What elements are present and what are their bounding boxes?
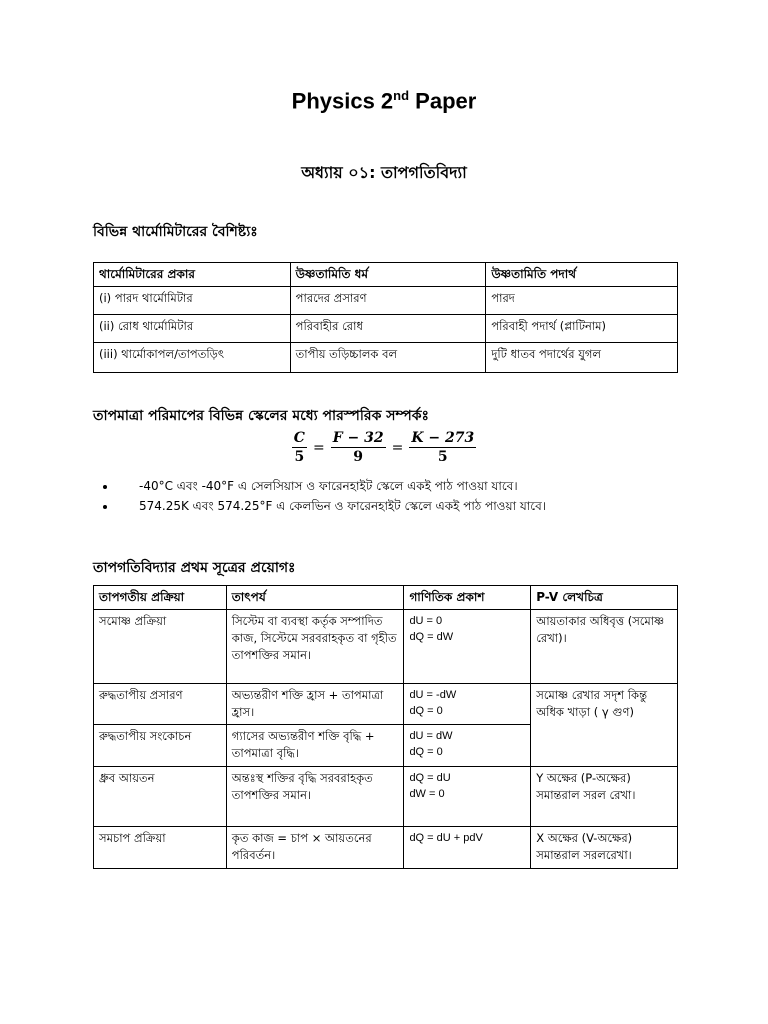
table-header-cell: উষ্ণতামিতি পদার্থ — [486, 263, 678, 287]
table-cell: পরিবাহী পদার্থ (প্লাটিনাম) — [486, 315, 678, 343]
table-cell: (i) পারদ থার্মোমিটার — [94, 287, 291, 315]
table-cell — [404, 827, 531, 869]
table-cell: আয়তাকার অধিবৃত্ত (সমোষ্ণ রেখা)। — [531, 610, 678, 684]
title-superscript: nd — [393, 88, 410, 103]
table-header-cell: তাৎপর্য — [226, 586, 404, 610]
table-row — [94, 610, 678, 684]
table-cell: পারদের প্রসারণ — [290, 287, 486, 315]
page-title — [0, 88, 768, 114]
table-header-cell: গাণিতিক প্রকাশ — [404, 586, 531, 610]
temperature-conversion-formula — [0, 430, 768, 465]
table-cell: কৃত কাজ = চাপ × আয়তনের পরিবর্তন। — [226, 827, 404, 869]
scale-notes-list — [93, 476, 546, 516]
table-header-cell: থার্মোমিটারের প্রকার — [94, 263, 291, 287]
table-cell: পারদ — [486, 287, 678, 315]
fraction-numerator: F − 32 — [332, 430, 384, 446]
first-law-section-heading: তাপগতিবিদ্যার প্রথম সূত্রের প্রয়োগঃ — [93, 560, 296, 576]
table-cell — [404, 684, 531, 725]
table-cell: ধ্রুব আয়তন — [94, 767, 227, 827]
equals-sign: = — [391, 439, 404, 456]
table-row — [94, 827, 678, 869]
scale-section-heading: তাপমাত্রা পরিমাপের বিভিন্ন স্কেলের মধ্যে পারস্পরিক সম্পর্কঃ — [93, 408, 429, 424]
table-cell: রুদ্ধতাপীয় সংকোচন — [94, 725, 227, 767]
list-item: • -40°C এবং -40°F এ সেলসিয়াস ও ফারেনহাইট স্কেলে একই পাঠ পাওয়া যাবে। — [117, 476, 546, 496]
table-cell: Y অক্ষের (P-অক্ষের) সমান্তরাল সরল রেখা। — [531, 767, 678, 827]
math-line: dQ = dU — [409, 772, 451, 784]
table-row — [94, 343, 678, 373]
table-cell — [404, 725, 531, 767]
table-cell: (iii) থার্মোকাপল/তাপতড়িৎ — [94, 343, 291, 373]
table-cell: তাপীয় তড়িচ্চালক বল — [290, 343, 486, 373]
fraction-numerator: C — [293, 430, 305, 446]
equals-sign: = — [312, 439, 325, 456]
fraction-fahrenheit — [331, 430, 386, 465]
math-line: dQ = 0 — [409, 705, 443, 717]
table-cell: গ্যাসের অভ্যন্তরীণ শক্তি বৃদ্ধি + তাপমাত্রা বৃদ্ধি। — [226, 725, 404, 767]
table-cell: সমোষ্ণ প্রক্রিয়া — [94, 610, 227, 684]
table-cell: সমচাপ প্রক্রিয়া — [94, 827, 227, 869]
table-header-row — [94, 263, 678, 287]
math-line: dW = 0 — [409, 788, 445, 800]
table-cell: অন্তঃস্থ শক্তির বৃদ্ধি সরবরাহকৃত তাপশক্তির সমান। — [226, 767, 404, 827]
math-line: dQ = 0 — [409, 746, 443, 758]
table-row — [94, 287, 678, 315]
fraction-numerator: K − 273 — [411, 430, 475, 446]
math-line: dU = 0 — [409, 615, 443, 627]
title-main: Physics 2 — [291, 88, 394, 114]
title-tail: Paper — [409, 88, 477, 114]
math-line: dU = dW — [409, 730, 453, 742]
table-cell: পরিবাহীর রোধ — [290, 315, 486, 343]
table-header-row — [94, 586, 678, 610]
thermometer-section-heading: বিভিন্ন থার্মোমিটারের বৈশিষ্ট্যঃ — [93, 224, 258, 240]
chapter-heading: অধ্যায় ০১: তাপগতিবিদ্যা — [301, 163, 467, 182]
fraction-kelvin — [409, 430, 476, 465]
math-line: dU = -dW — [409, 689, 457, 701]
table-row — [94, 315, 678, 343]
thermometer-table — [93, 262, 678, 373]
table-header-cell: তাপগতীয় প্রক্রিয়া — [94, 586, 227, 610]
first-law-table — [93, 585, 678, 869]
table-cell: সিস্টেম বা ব্যবস্থা কর্তৃক সম্পাদিত কাজ, সিস্টেমে সরবরাহকৃত বা গৃহীত তাপশক্তির সমান। — [226, 610, 404, 684]
math-line: dQ = dU + pdV — [409, 832, 483, 844]
table-cell: X অক্ষের (V-অক্ষের) সমান্তরাল সরলরেখা। — [531, 827, 678, 869]
fraction-denominator: 5 — [437, 449, 448, 465]
fraction-celsius — [292, 430, 307, 465]
table-cell: রুদ্ধতাপীয় প্রসারণ — [94, 684, 227, 725]
table-cell: অভ্যন্তরীণ শক্তি হ্রাস + তাপমাত্রা হ্রাস। — [226, 684, 404, 725]
table-row — [94, 767, 678, 827]
table-cell: (ii) রোধ থার্মোমিটার — [94, 315, 291, 343]
math-line: dQ = dW — [409, 631, 454, 643]
table-row — [94, 684, 678, 725]
list-item: • 574.25K এবং 574.25°F এ কেলভিন ও ফারেনহাইট স্কেলে একই পাঠ পাওয়া যাবে। — [117, 496, 546, 516]
table-cell — [404, 767, 531, 827]
table-cell: সমোষ্ণ রেখার সদৃশ কিন্তু অধিক খাড়া ( γ গুণ) — [531, 684, 678, 767]
table-cell — [404, 610, 531, 684]
table-header-cell: উষ্ণতামিতি ধর্ম — [290, 263, 486, 287]
table-cell: দুটি ধাতব পদার্থের যুগল — [486, 343, 678, 373]
fraction-denominator: 5 — [294, 449, 305, 465]
fraction-denominator: 9 — [353, 449, 364, 465]
table-header-cell: P-V লেখচিত্র — [531, 586, 678, 610]
